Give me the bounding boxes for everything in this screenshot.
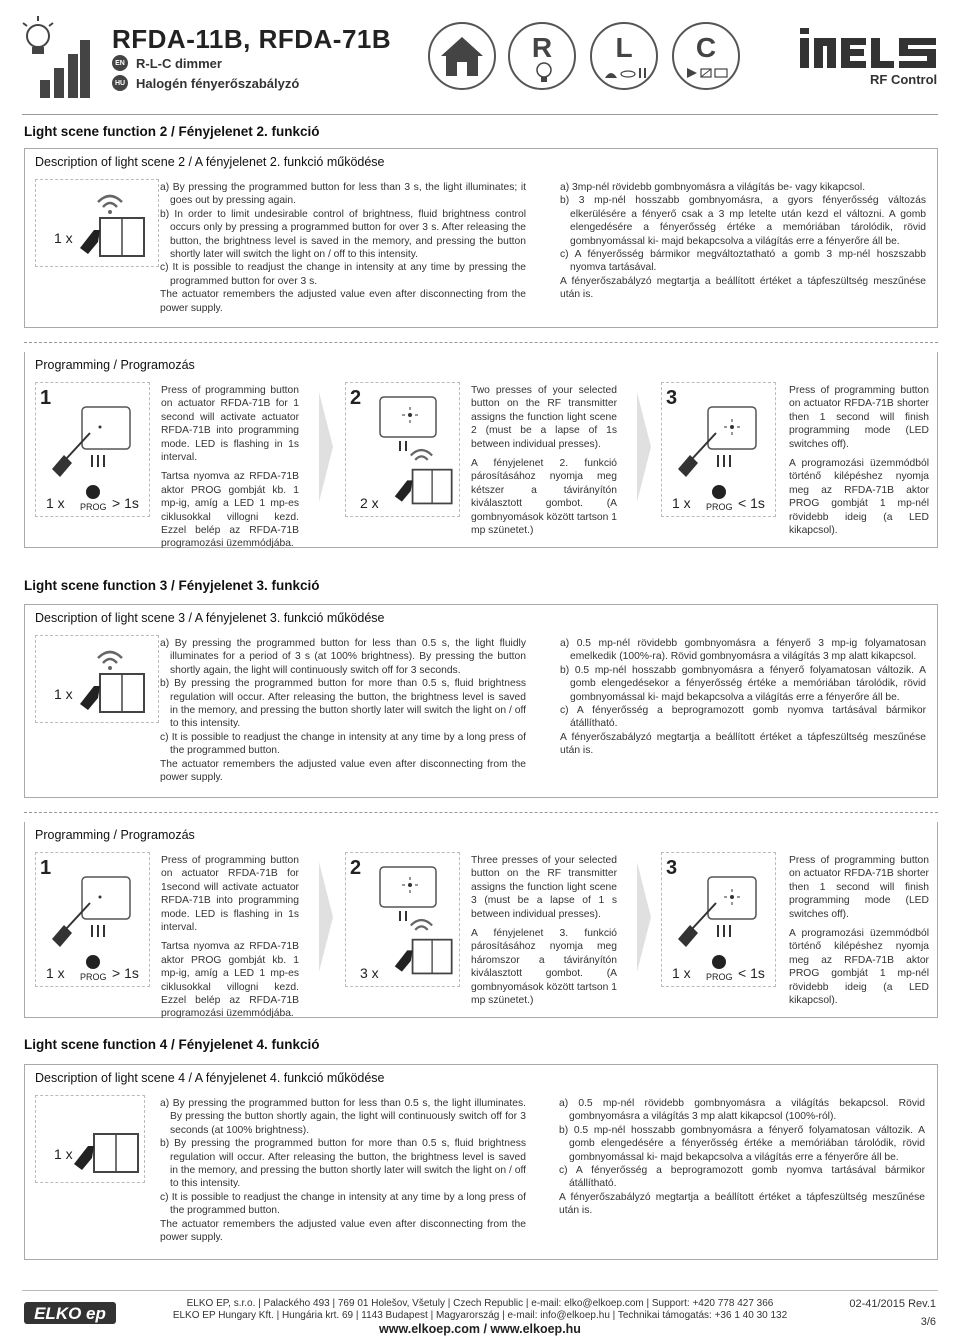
step2-figure: 2 3 x (345, 852, 460, 987)
hand-press-switch-icon (390, 443, 460, 507)
brand-subtitle: RF Control (870, 72, 938, 87)
revision-number: 02-41/2015 Rev.1 (849, 1298, 936, 1310)
dashed-divider (24, 812, 938, 813)
footer-address-cz: ELKO EP, s.r.o. | Palackého 493 | 769 01 Holešov, Všetuly | Czech Republic | e-mail: elko@elkoep.com | Support: +420 778 427 366 (186, 1298, 774, 1309)
hand-press-switch-icon (78, 188, 150, 260)
programming-title: Programming / Programozás (35, 828, 195, 842)
step2-figure: 2 2 x (345, 382, 460, 517)
prog-button-dot (86, 485, 100, 499)
scene2-box-title: Description of light scene 2 / A fényjelenet 2. funkció működése (35, 155, 385, 169)
scene2-text-hu: a) 3mp-nél rövidebb gombnyomásra a világítás be- vagy kikapcsol. b) 3 mp-nél hosszabb gombnyomásra, a gyors fényerősség változás elkerülésére a fényerő csak a 3 mp letelte után kezd el változni. A gomb elengedésére a fényerősség értéke a memóriában tárolódik, rövid gombnyomással ki- majd bekapcsolva a világítás erre a fényerőre áll be. c) A fényerősség bármikor megváltoztatható a gomb 3 mp-nél hoszszabb nyomva tartásával. A fényerőszabályzó megtartja a beállított értéket a tápfeszültség meszűnése után is. (560, 182, 926, 301)
lang-row-en (112, 55, 222, 71)
step3-figure: 3 1 x PROG < 1s (661, 852, 776, 987)
subtitle-en: R-L-C dimmer (136, 55, 222, 71)
step3-text: Press of programming button on actuator RFDA-71B shorter then 1 second will finish programming mode (LED switches off). A programozási üzemmódból történő kilépéshez nyomja meg az RFDA-71B aktor PROG gombját 1 mp-nél rövidebb ideig (a LED kikapcsol). (789, 385, 929, 537)
chevron-right-icon (319, 392, 333, 502)
chevron-right-icon (319, 862, 333, 972)
elko-ep-logo (24, 1298, 116, 1334)
lang-badge-en: EN (112, 55, 128, 71)
footer-website-link[interactable]: www.elkoep.com / www.elkoep.hu (379, 1322, 581, 1336)
hand-press-switch-icon (390, 913, 460, 977)
product-title: RFDA-11B, RFDA-71B (112, 24, 392, 54)
scene4-description-box (24, 1064, 938, 1260)
scene2-text-en: a) By pressing the programmed button for less than 3 s, the light illuminates; it goes out by pressing again. b) In order to limit undesirable control of brightness, fluid brightness control occurs only by pressing a programmed button for over 3 s. After releasing the button, the brightness level is saved in the memory, and pressing the button shortly later will switch the light on / off to this intensity. c) It is possible to readjust the change in intensity at any time by pressing the programmed button for over 3 s. The actuator remembers the adjusted value even after disconnecting from the power supply. (160, 182, 526, 314)
capacitive-load-icon: C (672, 22, 740, 90)
press-count: 1 x (54, 230, 73, 246)
lightbulb-signal-icon (20, 14, 90, 100)
footer-address-hu: ELKO EP Hungary Kft. | Hungária krt. 69 | 1143 Budapest | Magyarország | e-mail: info@elkoep.hu | Technikai támogatás: +36 1 40 30 132 (172, 1310, 788, 1321)
lang-badge-hu: HU (112, 75, 128, 91)
prog-button-dot (712, 955, 726, 969)
step2-text: Two presses of your selected button on the RF transmitter assigns the function light scene 2 (must be a lapse of 1s between individual presses). A fényjelenet 2. funkció párosításához nyomja meg kétszer a távirányítón kiválasztott gombot. (A gombnyomások között tartson 1 mp szünetet.) (471, 385, 617, 537)
scene3-text-hu: a) 0.5 mp-nél rövidebb gombnyomásra a fényerő 3 mp-ig folyamatosan emelkedik (100%-ra). Rövid gombnyomásra a világítás 3 mp alatt kikapcsol. b) 0.5 mp-nél hosszabb gombnyomásra a fényerő folyamatosan változik. A gomb elengedésekor a fényerősség értéke a memóriában tárolódik, rövid gombnyomással ki- majd bekapcsolva a világítás erre a fényerőre áll be. c) A fényerősség a beprogramozott gomb nyomva tartásával bármikor átállítható. A fényerőszabályzó megtartja a beállított értéket a tápfeszültség meszűnése után is. (560, 638, 926, 757)
screwdriver-actuator-icon (668, 875, 768, 955)
section-title-scene3: Light scene function 3 / Fényjelenet 3. funkció (24, 578, 320, 593)
section-title-scene2: Light scene function 2 / Fényjelenet 2. funkció (24, 124, 320, 139)
scene3-description-box (24, 604, 938, 798)
scene4-box-title: Description of light scene 4 / A fényjelenet 4. funkció működése (35, 1071, 385, 1085)
svg-text:ELKO ep: ELKO ep (34, 1304, 106, 1323)
footer-divider (22, 1290, 938, 1291)
resistive-load-icon: R (508, 22, 576, 90)
scene2-transmitter-figure (35, 179, 159, 267)
screwdriver-actuator-icon (42, 405, 142, 485)
scene4-text-hu: a) 0.5 mp-nél rövidebb gombnyomásra a világítás bekapcsol. Rövid gombnyomásra a világítás 3 mp alatt kikapcsol (100%-ról). b) 0.5 mp-nél hosszabb gombnyomásra a fényerő folyamatosan változik. A gomb elengedésére a fényerősség értéke a memóriában tárolódik, rövid gombnyomással ki- majd bekapcsolva a világítás erre a fényerőre áll be. c) A fényerősség a beprogramozott gomb nyomva tartásával bármikor átállítható. A fényerőszabályzó megtartja a beállított értéket a tápfeszültség meszűnése után is. (559, 1098, 925, 1217)
prog-button-dot (712, 485, 726, 499)
led-driver-icon (685, 66, 731, 80)
page-number: 3/6 (920, 1316, 936, 1328)
scene3-box-title: Description of light scene 3 / A fényjelenet 3. funkció működése (35, 611, 385, 625)
inductive-load-icon: L (590, 22, 658, 90)
scene4-text-en: a) By pressing the programmed button for less than 0.5 s, the light illuminates. By pressing the button shortly again, the light will continuously switch off for 3 seconds (at 100% brightness). b) By pressing the programmed button for more than 0.5 s, fluid brightness regulation will occur. After releasing the button, the brightness level is saved in the memory, and pressing the button shortly later will switch the light on / off to this intensity. c) It is possible to readjust the change in intensity at any time by a long press of the programmed button. The actuator remembers the adjusted value even after disconnecting from the power supply. (160, 1098, 526, 1244)
screwdriver-actuator-icon (668, 405, 768, 485)
section-title-scene4: Light scene function 4 / Fényjelenet 4. funkció (24, 1037, 320, 1052)
hand-press-switch-icon (78, 644, 150, 716)
lang-row-hu (112, 75, 299, 91)
chevron-right-icon (637, 392, 651, 502)
programming-box-2 (24, 822, 938, 1018)
step1-figure: 1 1 x PROG > 1s (35, 852, 150, 987)
transformer-icon (603, 66, 649, 80)
scene3-text-en: a) By pressing the programmed button for less than 0.5 s, the light fluidly illuminates for a period of 3 s (at 100% brightness). By pressing the button shortly again, the light will continuously switch off for 3 seconds. b) By pressing the programmed button for more than 0.5 s, fluid brightness regulation will occur. After releasing the button, the brightness level is saved in the memory, and pressing the button shortly later will switch the light on / off to this intensity. c) It is possible to readjust the change in intensity at any time by a long press of the programmed button. The actuator remembers the adjusted value even after disconnecting from the power supply. (160, 638, 526, 784)
home-icon (428, 22, 496, 90)
bulb-icon (535, 62, 553, 84)
step1-figure: 1 1 x PROG > 1s (35, 382, 150, 517)
step1-text: Press of programming button on actuator RFDA-71B for 1second will activate actuator RFDA-71B into programming mode. LED is flashing in 1s interval. Tartsa nyomva az RFDA-71B aktor PROG gombját kb. 1 mp-ig, amíg a LED 1 mp-es ciklusokkal villogni kezd. Ezzel belép az RFDA-71B programozási üzemmódjába. (161, 855, 299, 1020)
prog-button-dot (86, 955, 100, 969)
programming-box-1 (24, 352, 938, 548)
subtitle-hu: Halogén fényerőszabályzó (136, 75, 300, 91)
scene3-transmitter-figure: 1 x (35, 635, 159, 723)
scene2-description-box (24, 148, 938, 328)
dashed-divider (24, 342, 938, 343)
scene4-transmitter-figure: 1 x (35, 1095, 145, 1183)
hand-press-switch-icon (72, 1104, 144, 1176)
step3-figure: 3 1 x PROG < 1s (661, 382, 776, 517)
programming-title: Programming / Programozás (35, 358, 195, 372)
step3-text: Press of programming button on actuator RFDA-71B shorter then 1 second will finish programming mode (LED switches off). A programozási üzemmódból történő kilépéshez nyomja meg az RFDA-71B aktor PROG gombját 1 mp-nél rövidebb ideig (a LED kikapcsol). (789, 855, 929, 1007)
step2-text: Three presses of your selected button on the RF transmitter assigns the function light scene 3 (must be a lapse of 1 s between individual presses). A fényjelenet 3. funkció párosításához nyomja meg háromszor a távirányítón kiválasztott gombot. (A gombnyomások között tartson 1 mp szünetet.) (471, 855, 617, 1007)
step1-text: Press of programming button on actuator RFDA-71B for 1 second will activate actuator RFDA-71B into programming mode. LED is flashing in 1s interval. Tartsa nyomva az RFDA-71B aktor PROG gombját kb. 1 mp-ig, amíg a LED 1 mp-es ciklusokkal villogni kezd. Ezzel belép az RFDA-71B programozási üzemmódjába. (161, 385, 299, 550)
header-divider (22, 114, 938, 115)
chevron-right-icon (637, 862, 651, 972)
page-header (0, 0, 960, 110)
screwdriver-actuator-icon (42, 875, 142, 955)
